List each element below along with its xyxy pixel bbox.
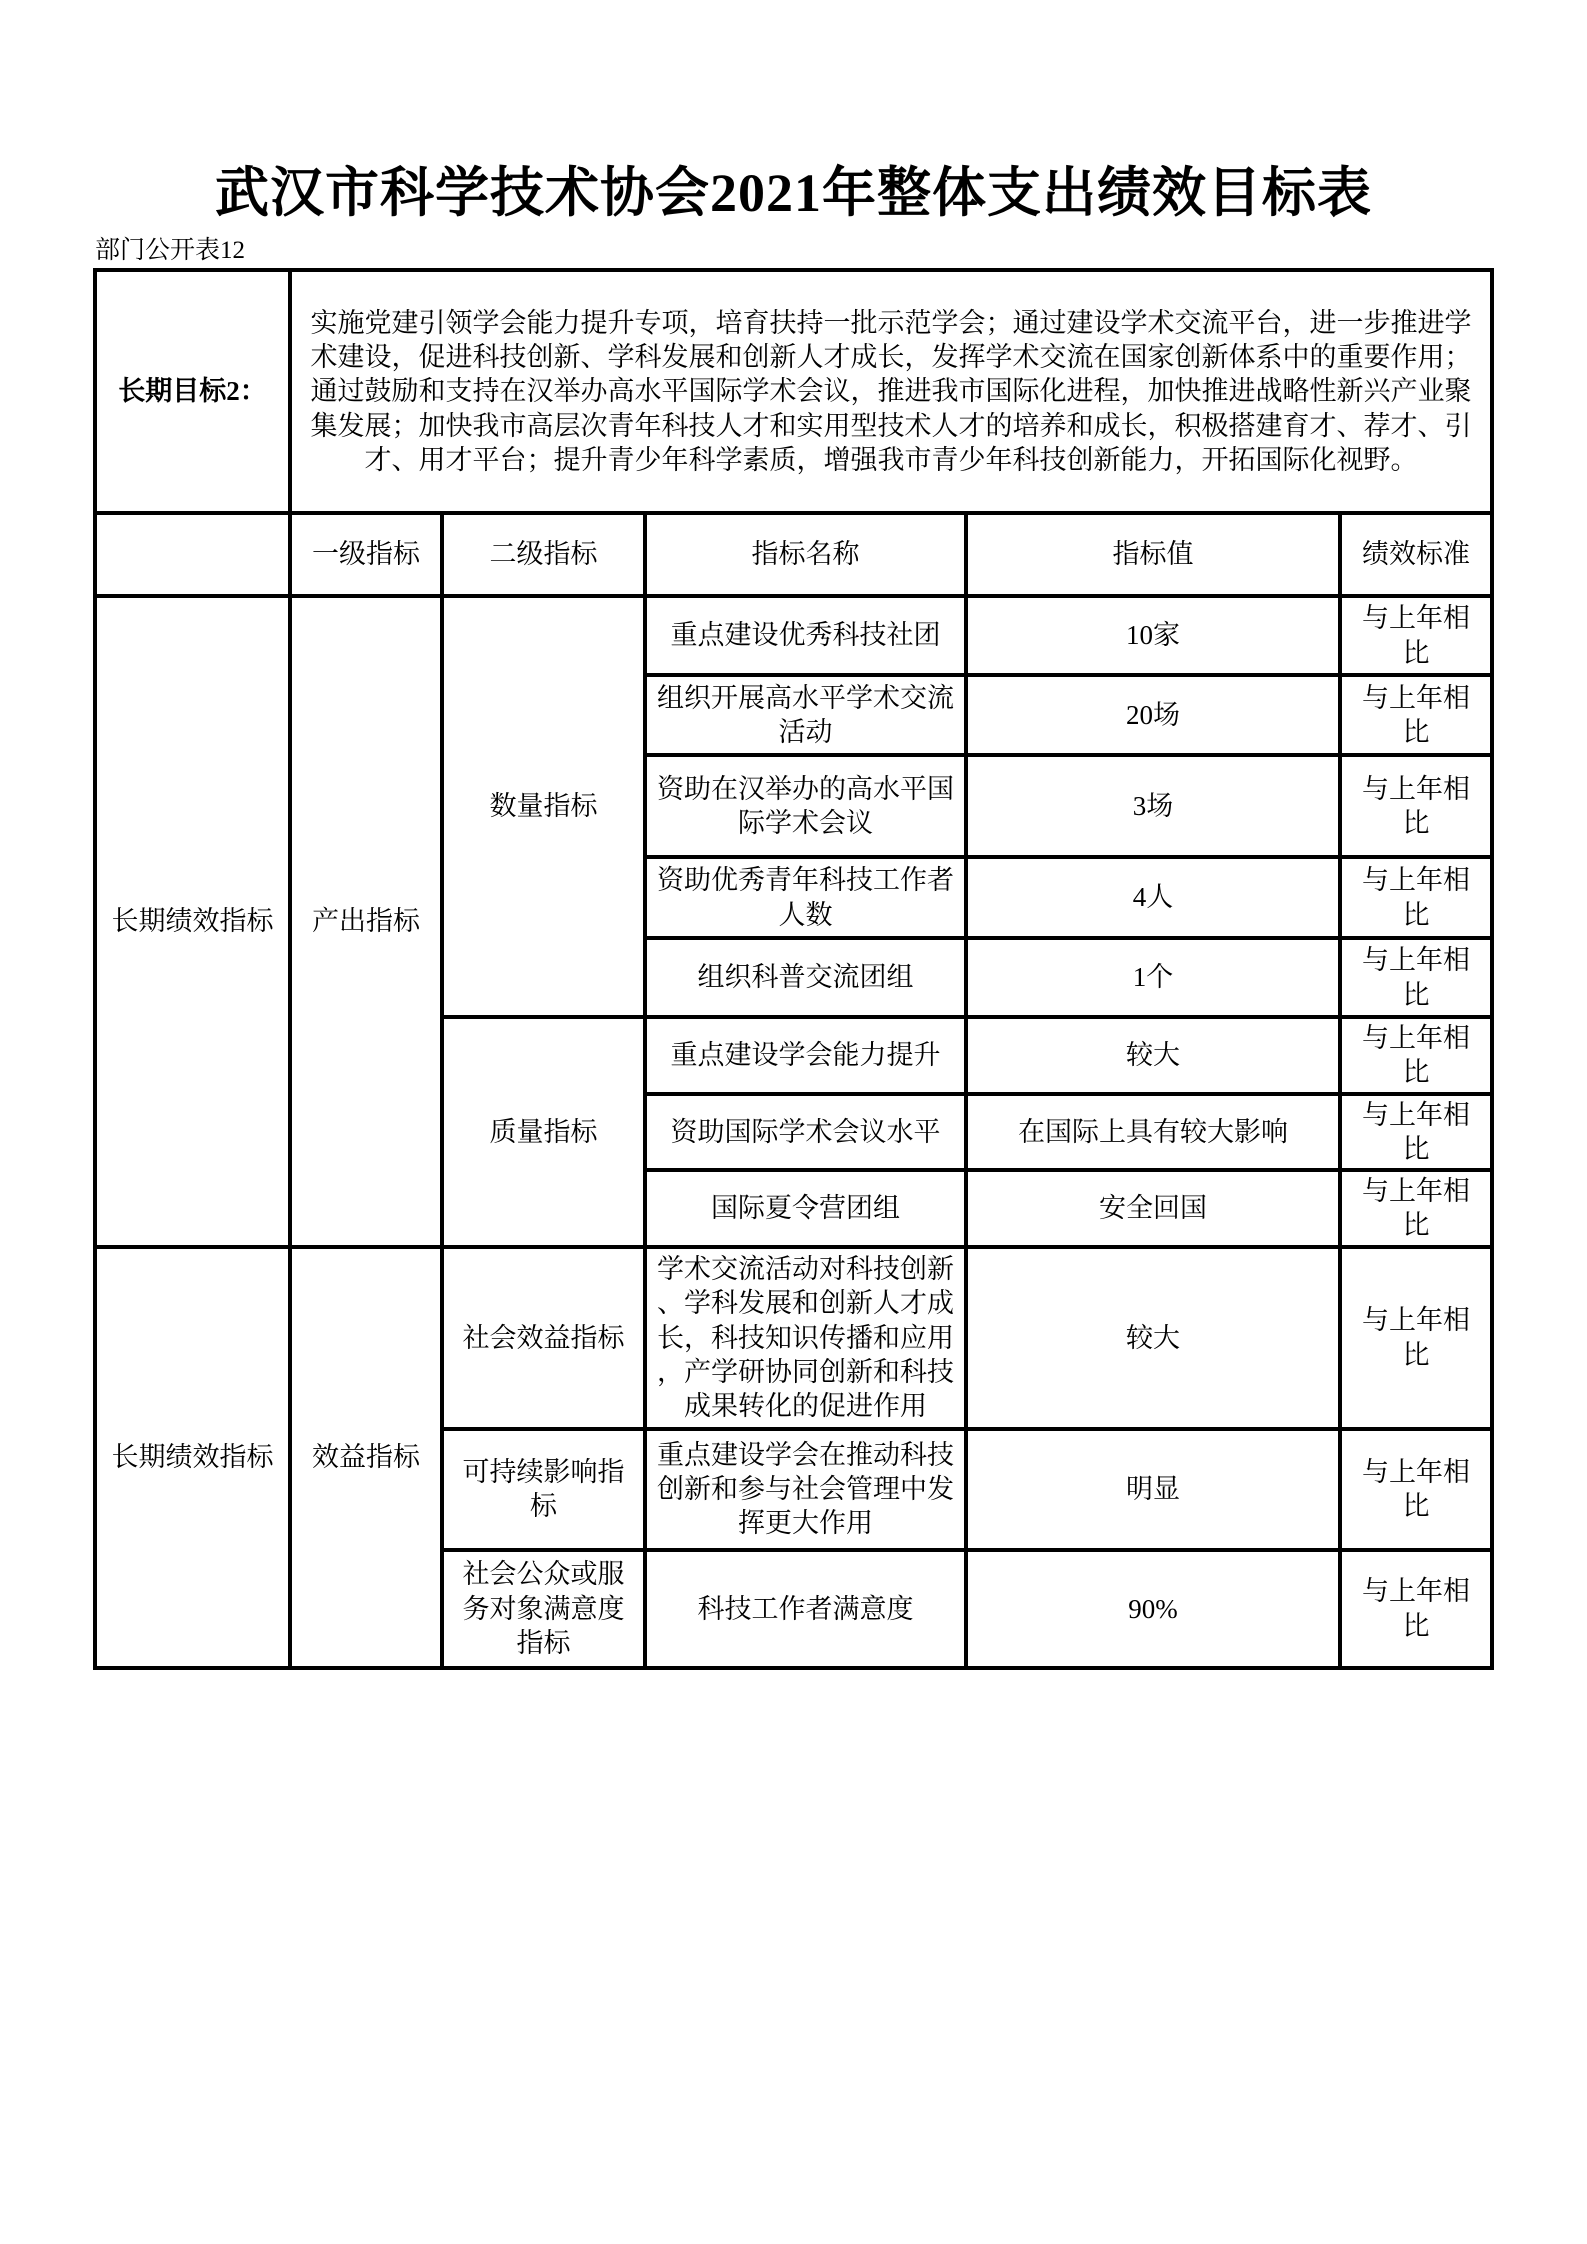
table-row: [95, 1247, 1492, 1429]
table-header-row: [95, 513, 1492, 596]
indicator-value: 较大: [966, 1017, 1340, 1094]
header-indicator-value: 指标值: [966, 513, 1340, 596]
indicator-value: 3场: [966, 755, 1340, 857]
indicator-standard: 与上年相比: [1340, 857, 1492, 938]
indicator-standard: 与上年相比: [1340, 1550, 1492, 1668]
header-level2: 二级指标: [442, 513, 645, 596]
indicator-name: 资助国际学术会议水平: [645, 1094, 966, 1171]
header-standard: 绩效标准: [1340, 513, 1492, 596]
goal-label: 长期目标2：: [95, 270, 290, 513]
performance-table: [93, 268, 1494, 1670]
level2-social-benefit: 社会效益指标: [442, 1247, 645, 1429]
indicator-name: 组织开展高水平学术交流活动: [645, 675, 966, 755]
indicator-name: 学术交流活动对科技创新、学科发展和创新人才成长，科技知识传播和应用，产学研协同创新和科技成果转化的促进作用: [645, 1247, 966, 1429]
level2-sustainability: 可持续影响指标: [442, 1429, 645, 1550]
indicator-name: 组织科普交流团组: [645, 938, 966, 1017]
page-title: 武汉市科学技术协会2021年整体支出绩效目标表: [215, 163, 1372, 223]
indicator-standard: 与上年相比: [1340, 938, 1492, 1017]
indicator-value: 20场: [966, 675, 1340, 755]
indicator-value: 1个: [966, 938, 1340, 1017]
indicator-standard: 与上年相比: [1340, 1247, 1492, 1429]
indicator-value: 明显: [966, 1429, 1340, 1550]
header-empty-cell: [95, 513, 290, 596]
table-row: [95, 596, 1492, 675]
level1-benefit: 效益指标: [290, 1247, 442, 1668]
indicator-standard: 与上年相比: [1340, 1094, 1492, 1171]
indicator-value: 90%: [966, 1550, 1340, 1668]
indicator-name: 重点建设优秀科技社团: [645, 596, 966, 675]
indicator-standard: 与上年相比: [1340, 755, 1492, 857]
indicator-standard: 与上年相比: [1340, 1429, 1492, 1550]
row-label-long-term-2: 长期绩效指标: [95, 1247, 290, 1668]
indicator-name: 科技工作者满意度: [645, 1550, 966, 1668]
level2-quantity: 数量指标: [442, 596, 645, 1017]
indicator-value: 4人: [966, 857, 1340, 938]
indicator-value: 在国际上具有较大影响: [966, 1094, 1340, 1171]
indicator-value: 安全回国: [966, 1170, 1340, 1247]
indicator-name: 资助优秀青年科技工作者人数: [645, 857, 966, 938]
goal-row: [95, 270, 1492, 513]
indicator-standard: 与上年相比: [1340, 1017, 1492, 1094]
indicator-name: 国际夏令营团组: [645, 1170, 966, 1247]
level1-output: 产出指标: [290, 596, 442, 1247]
indicator-name: 重点建设学会能力提升: [645, 1017, 966, 1094]
indicator-value: 10家: [966, 596, 1340, 675]
level2-satisfaction: 社会公众或服务对象满意度指标: [442, 1550, 645, 1668]
indicator-name: 资助在汉举办的高水平国际学术会议: [645, 755, 966, 857]
indicator-standard: 与上年相比: [1340, 675, 1492, 755]
indicator-standard: 与上年相比: [1340, 1170, 1492, 1247]
indicator-standard: 与上年相比: [1340, 596, 1492, 675]
sheet-label: 部门公开表12: [95, 237, 246, 264]
indicator-name: 重点建设学会在推动科技创新和参与社会管理中发挥更大作用: [645, 1429, 966, 1550]
goal-text: 实施党建引领学会能力提升专项，培育扶持一批示范学会；通过建设学术交流平台，进一步推进学术建设，促进科技创新、学科发展和创新人才成长，发挥学术交流在国家创新体系中的重要作用；通过鼓励和支持在汉举办高水平国际学术会议，推进我市国际化进程，加快推进战略性新兴产业聚集发展；加快我市高层次青年科技人才和实用型技术人才的培养和成长，积极搭建育才、荐才、引才、用才平台；提升青少年科学素质，增强我市青少年科技创新能力，开拓国际化视野。: [290, 270, 1492, 513]
level2-quality: 质量指标: [442, 1017, 645, 1247]
indicator-value: 较大: [966, 1247, 1340, 1429]
header-level1: 一级指标: [290, 513, 442, 596]
row-label-long-term-1: 长期绩效指标: [95, 596, 290, 1247]
performance-table-container: [93, 268, 1494, 1670]
header-indicator-name: 指标名称: [645, 513, 966, 596]
